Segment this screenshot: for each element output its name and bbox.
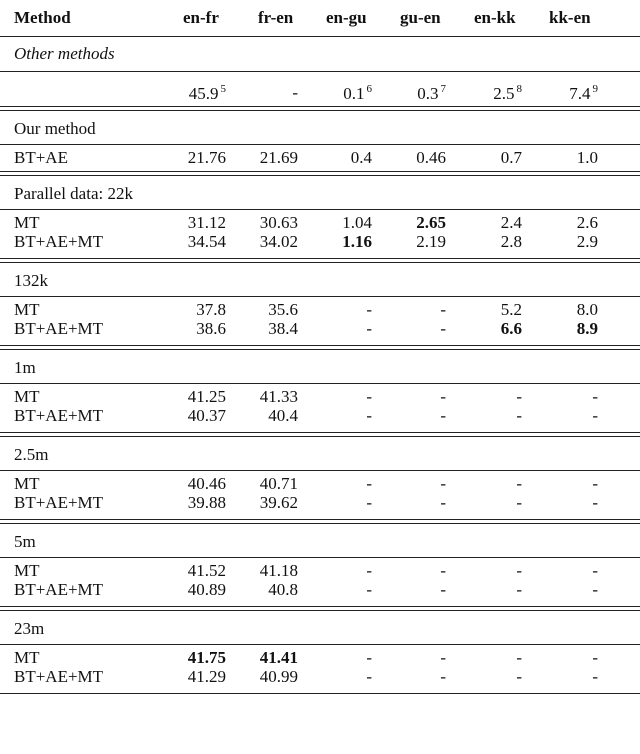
method-cell: MT — [14, 300, 40, 319]
section-label-row — [0, 351, 640, 384]
value-en-kk: - — [516, 493, 522, 512]
value-kk-en: 8.0 — [576, 300, 598, 319]
value-kk-en: - — [592, 387, 598, 406]
value-gu-en: - — [440, 406, 446, 425]
section-label-row — [0, 112, 640, 145]
method-cell: MT — [14, 648, 40, 667]
value-en-kk: - — [516, 580, 522, 599]
value-en-gu: 0.4 — [350, 148, 372, 167]
value-en-fr: 39.88 — [187, 493, 226, 512]
value-fr-en: 41.41 — [259, 648, 298, 667]
other-methods-row — [0, 72, 640, 112]
table-row — [0, 645, 640, 667]
value-en-gu: 1.04 — [342, 213, 372, 232]
value-en-kk: 2.8 — [500, 232, 522, 251]
section-label-row — [0, 177, 640, 210]
value-fr-en: 38.4 — [268, 319, 298, 338]
double-rule-top — [0, 432, 640, 433]
double-rule-bottom — [0, 110, 640, 111]
value-fr-en: 34.02 — [259, 232, 298, 251]
value-kk-en: - — [592, 406, 598, 425]
double-rule-top — [0, 171, 640, 172]
value-gu-en: 0.46 — [416, 148, 446, 167]
method-cell: MT — [14, 387, 40, 406]
table-row — [0, 406, 640, 428]
value-en-fr: 40.37 — [187, 406, 226, 425]
section-label: 23m — [14, 619, 45, 638]
section-label-row — [0, 264, 640, 297]
header-kk-en: kk-en — [549, 8, 591, 27]
double-rule-bottom — [0, 523, 640, 524]
value-kk-en: - — [592, 667, 598, 686]
value-en-kk: 2.4 — [500, 213, 522, 232]
value-kk-en: - — [592, 561, 598, 580]
value-gu-en: - — [440, 300, 446, 319]
other-value-kk-en: 7.4 $^9$ — [569, 83, 598, 103]
double-rule-bottom — [0, 436, 640, 437]
value-en-kk: - — [516, 648, 522, 667]
value-gu-en: - — [440, 319, 446, 338]
section-label: 2.5m — [14, 445, 49, 464]
value-fr-en: 40.99 — [259, 667, 298, 686]
value-en-gu: - — [366, 667, 372, 686]
double-rule-top — [0, 693, 640, 694]
value-en-kk: - — [516, 561, 522, 580]
value-gu-en: - — [440, 648, 446, 667]
value-fr-en: 40.8 — [268, 580, 298, 599]
section-divider — [0, 515, 640, 525]
table-row — [0, 471, 640, 493]
value-kk-en: 2.6 — [576, 213, 598, 232]
double-rule-bottom — [0, 262, 640, 263]
value-en-gu: - — [366, 387, 372, 406]
value-gu-en: - — [440, 387, 446, 406]
method-cell: BT+AE+MT — [14, 406, 104, 425]
section-label: 5m — [14, 532, 36, 551]
section-label: Parallel data: 22k — [14, 184, 133, 203]
value-en-fr: 34.54 — [187, 232, 226, 251]
value-kk-en: - — [592, 493, 598, 512]
other-value-en-gu: 0.1 $^6$ — [343, 83, 372, 103]
table-row — [0, 297, 640, 319]
value-en-fr: 40.46 — [187, 474, 226, 493]
value-gu-en: - — [440, 667, 446, 686]
value-en-kk: - — [516, 667, 522, 686]
other-value-en-kk: 2.5 $^8$ — [493, 83, 522, 103]
value-en-fr: 38.6 — [196, 319, 226, 338]
value-gu-en: - — [440, 561, 446, 580]
table-row — [0, 493, 640, 515]
value-fr-en: 21.69 — [259, 148, 298, 167]
sections-container — [0, 112, 640, 695]
other-value-gu-en: 0.3 $^7$ — [417, 83, 446, 103]
value-gu-en: - — [440, 474, 446, 493]
value-en-kk: - — [516, 474, 522, 493]
value-en-gu: - — [366, 474, 372, 493]
table-row — [0, 232, 640, 254]
value-en-fr: 31.12 — [187, 213, 226, 232]
table-row — [0, 384, 640, 406]
header-en-kk: en-kk — [474, 8, 516, 27]
method-cell: BT+AE+MT — [14, 493, 104, 512]
value-en-fr: 37.8 — [196, 300, 226, 319]
table-row — [0, 210, 640, 232]
value-en-kk: - — [516, 406, 522, 425]
method-cell: BT+AE+MT — [14, 667, 104, 686]
method-cell: MT — [14, 213, 40, 232]
value-kk-en: - — [592, 648, 598, 667]
value-kk-en: 1.0 — [576, 148, 598, 167]
value-en-kk: 6.6 — [500, 319, 522, 338]
method-cell: MT — [14, 474, 40, 493]
section-label-row — [0, 612, 640, 645]
header-row — [0, 0, 640, 38]
value-fr-en: 40.71 — [259, 474, 298, 493]
value-kk-en: 2.9 — [576, 232, 598, 251]
section-label: 132k — [14, 271, 48, 290]
value-kk-en: - — [592, 580, 598, 599]
header-rule — [0, 36, 640, 37]
other-value-en-fr: 45.9 $^5$ — [188, 83, 226, 103]
value-en-kk: - — [516, 387, 522, 406]
section-label-row — [0, 525, 640, 558]
double-rule-top — [0, 258, 640, 259]
table-row — [0, 667, 640, 689]
section-divider — [0, 428, 640, 438]
value-en-gu: - — [366, 319, 372, 338]
section-label-row — [0, 38, 640, 72]
other-value-fr-en: - — [292, 83, 298, 102]
section-divider — [0, 602, 640, 612]
value-kk-en: - — [592, 474, 598, 493]
value-en-kk: 5.2 — [500, 300, 522, 319]
value-en-fr: 40.89 — [187, 580, 226, 599]
value-fr-en: 39.62 — [259, 493, 298, 512]
value-en-fr: 41.29 — [187, 667, 226, 686]
section-divider — [0, 341, 640, 351]
header-en-gu: en-gu — [326, 8, 367, 27]
value-kk-en: 8.9 — [576, 319, 598, 338]
value-en-fr: 21.76 — [187, 148, 226, 167]
value-gu-en: 2.19 — [416, 232, 446, 251]
method-cell: BT+AE+MT — [14, 580, 104, 599]
value-en-gu: - — [366, 493, 372, 512]
value-fr-en: 41.33 — [259, 387, 298, 406]
other-methods-label: Other methods — [14, 44, 115, 63]
value-en-gu: - — [366, 580, 372, 599]
value-en-kk: 0.7 — [500, 148, 522, 167]
section-divider — [0, 689, 640, 695]
method-cell: BT+AE — [14, 148, 68, 167]
value-en-fr: 41.52 — [187, 561, 226, 580]
value-gu-en: - — [440, 493, 446, 512]
value-en-gu: - — [366, 406, 372, 425]
value-fr-en: 35.6 — [268, 300, 298, 319]
double-rule-top — [0, 345, 640, 346]
value-fr-en: 40.4 — [268, 406, 298, 425]
table-row — [0, 558, 640, 580]
value-fr-en: 30.63 — [259, 213, 298, 232]
double-rule-top — [0, 106, 640, 107]
header-fr-en: fr-en — [258, 8, 294, 27]
header-en-fr: en-fr — [183, 8, 219, 27]
section-label-row — [0, 438, 640, 471]
value-en-gu: - — [366, 648, 372, 667]
header-method: Method — [14, 8, 71, 27]
value-en-fr: 41.25 — [187, 387, 226, 406]
method-cell: BT+AE+MT — [14, 319, 104, 338]
section-label: 1m — [14, 358, 36, 377]
section-divider — [0, 254, 640, 264]
method-cell: BT+AE+MT — [14, 232, 104, 251]
value-en-fr: 41.75 — [187, 648, 226, 667]
header-gu-en: gu-en — [400, 8, 441, 27]
value-fr-en: 41.18 — [259, 561, 298, 580]
table-row — [0, 145, 640, 167]
double-rule-bottom — [0, 610, 640, 611]
table-row — [0, 319, 640, 341]
section-divider — [0, 167, 640, 177]
double-rule-bottom — [0, 349, 640, 350]
value-en-gu: - — [366, 561, 372, 580]
method-cell: MT — [14, 561, 40, 580]
value-en-gu: 1.16 — [342, 232, 372, 251]
double-rule-top — [0, 606, 640, 607]
value-en-gu: - — [366, 300, 372, 319]
double-rule-bottom — [0, 175, 640, 176]
value-gu-en: 2.65 — [416, 213, 446, 232]
value-gu-en: - — [440, 580, 446, 599]
section-label: Our method — [14, 119, 96, 138]
double-rule-top — [0, 519, 640, 520]
table-row — [0, 580, 640, 602]
